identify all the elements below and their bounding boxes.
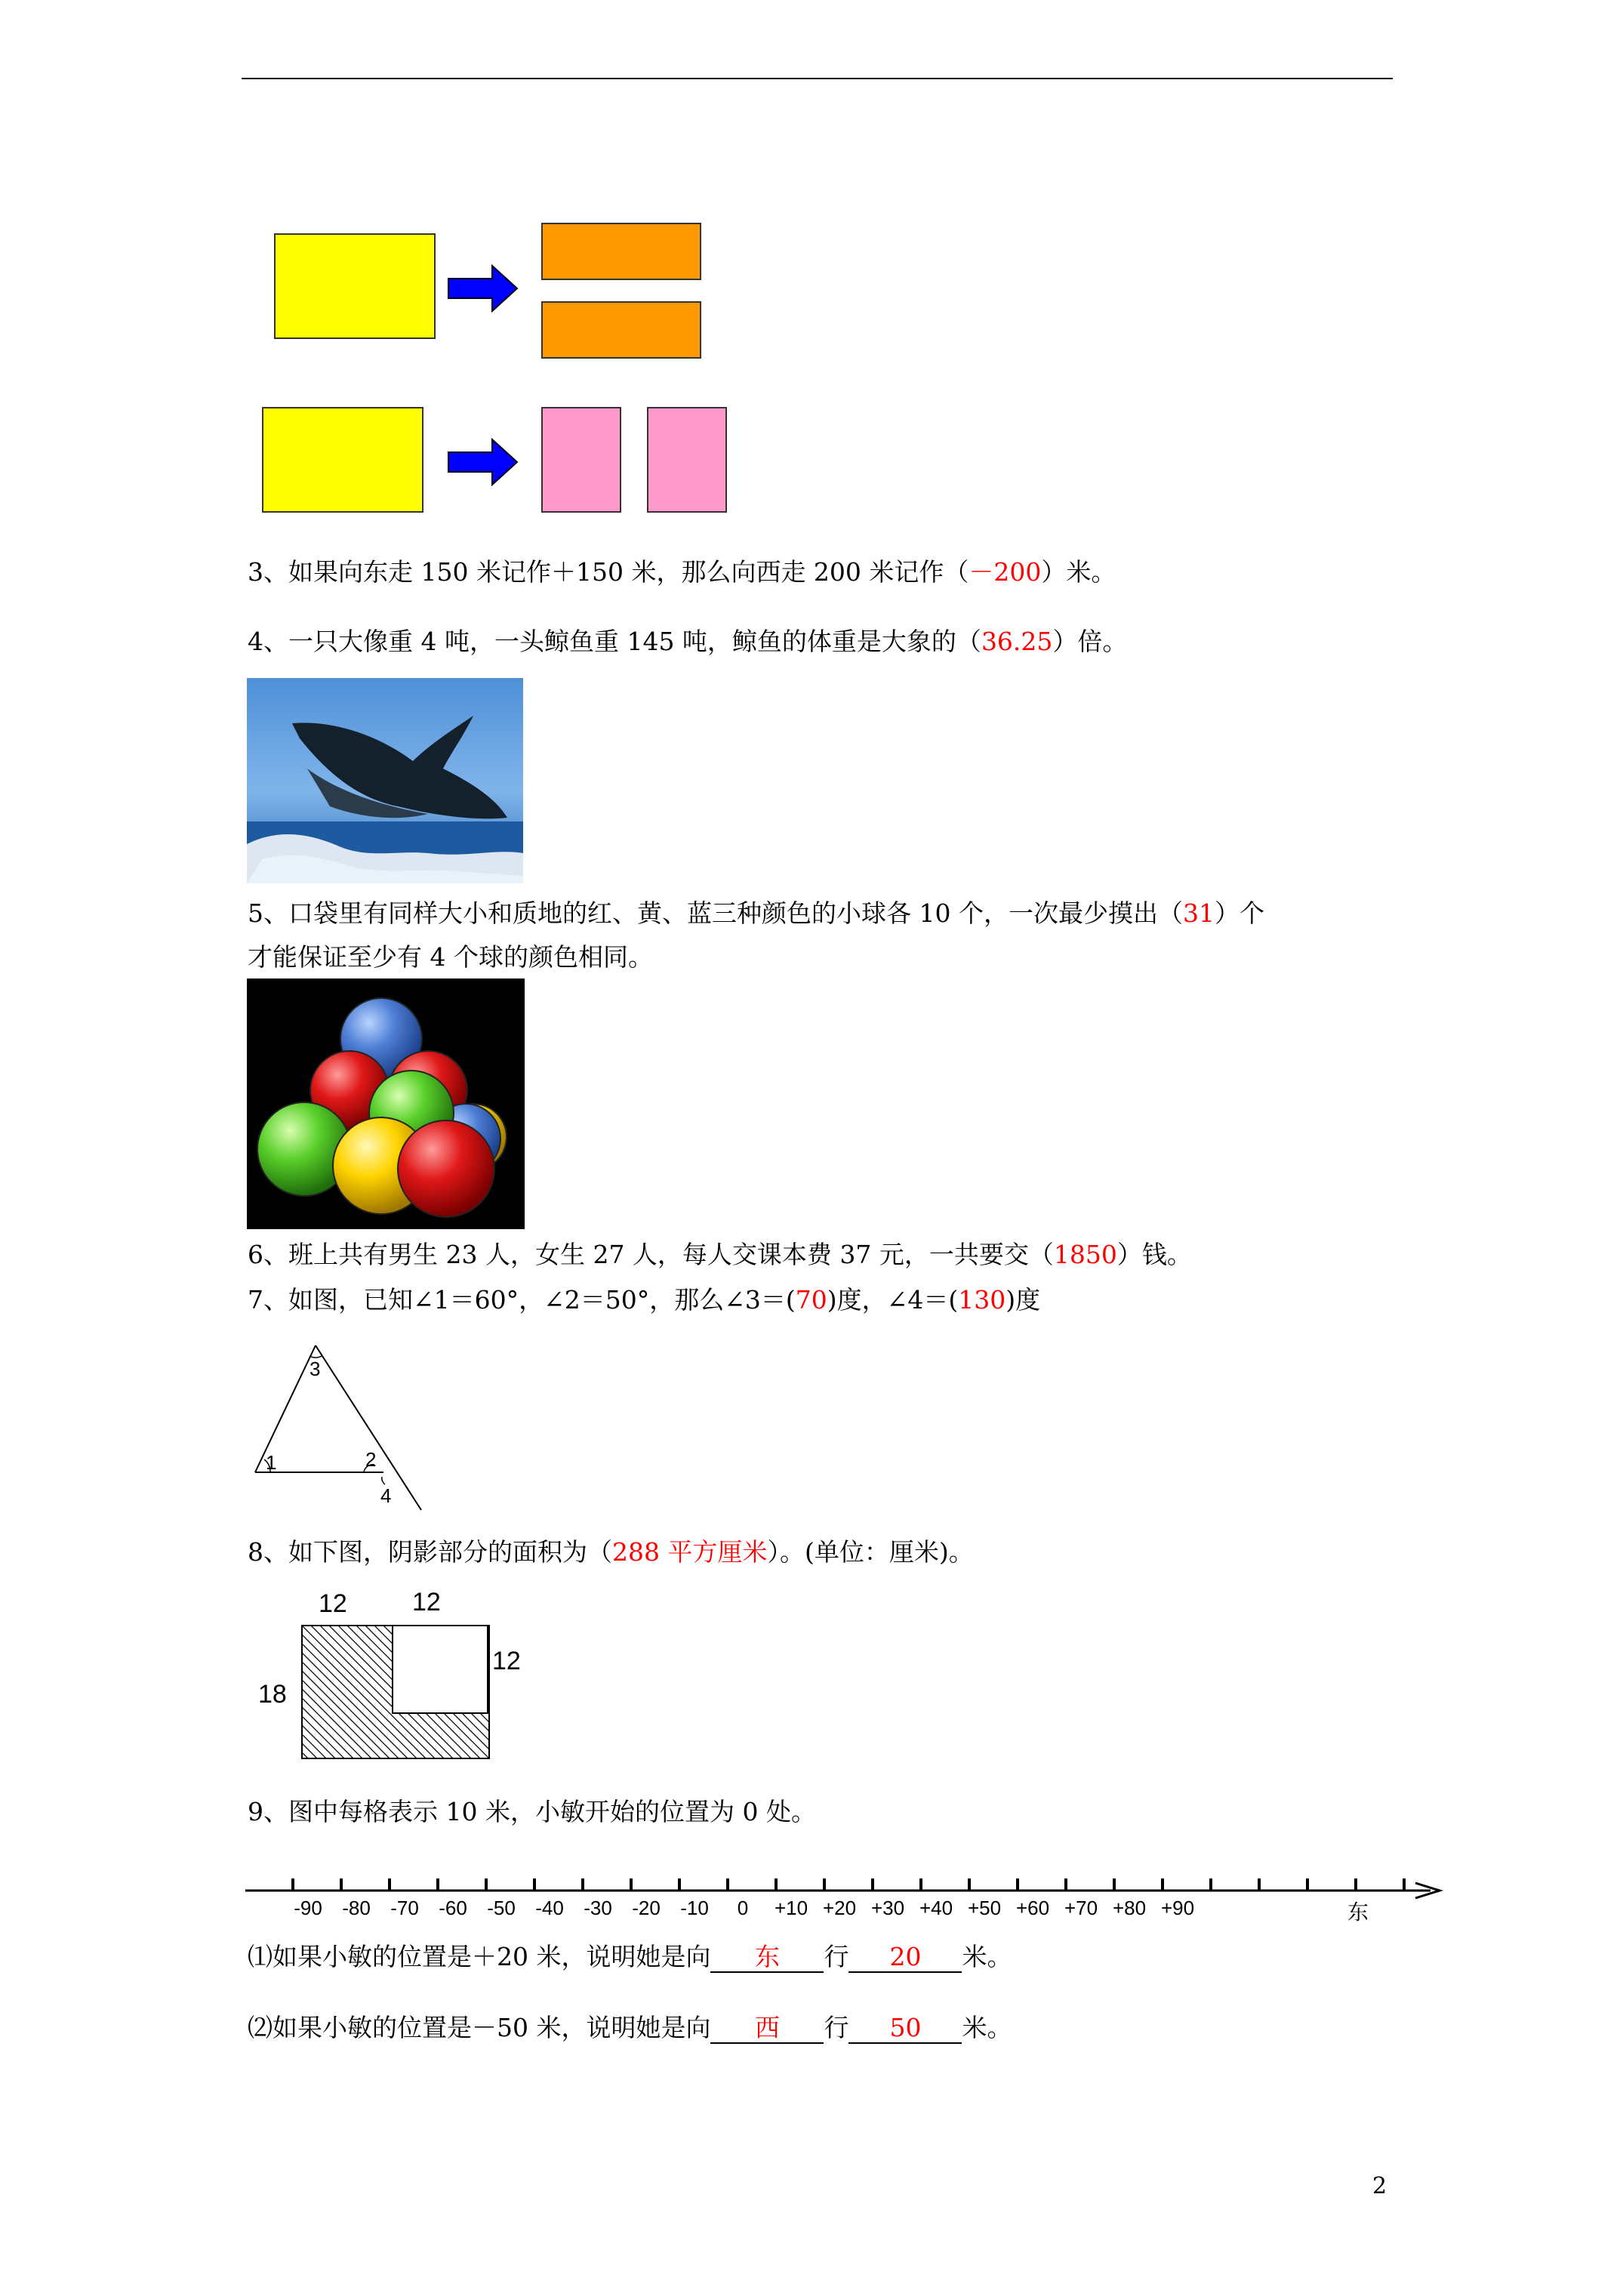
triangle-figure: [249, 1336, 438, 1518]
angle-1-label: 1: [266, 1451, 277, 1474]
page-number: 2: [1372, 2173, 1387, 2199]
yellow-rectangle-top: [275, 234, 435, 338]
q9-1-direction-blank: 东: [710, 1943, 824, 1973]
question-9-part-1: [248, 1940, 1012, 1974]
number-line-tick-label: +40: [919, 1897, 953, 1919]
question-5-line-2: [248, 941, 653, 974]
number-line-tick-label: 0: [737, 1897, 749, 1919]
number-line-tick-label: +60: [1015, 1897, 1050, 1919]
q7-prefix: 7、如图，已知∠1＝60°，∠2＝50°，那么∠3＝(: [248, 1285, 796, 1314]
arrow-right-icon: [448, 266, 517, 311]
number-line-tick-label: -40: [535, 1897, 564, 1919]
q5-prefix: 5、口袋里有同样大小和质地的红、黄、蓝三种颜色的小球各 10 个，一次最少摸出（: [248, 898, 1183, 928]
number-line-tick-label: -50: [487, 1897, 516, 1919]
q4-suffix: ）倍。: [1052, 627, 1128, 656]
number-line-tick-label: -10: [680, 1897, 709, 1919]
label-top-left: 12: [319, 1589, 347, 1618]
q7-middle: )度，∠4＝(: [827, 1285, 959, 1314]
angle-3-label: 3: [310, 1358, 321, 1380]
angle-4-label: 4: [380, 1484, 392, 1507]
question-9-part-2: [248, 2011, 1012, 2045]
number-line: [245, 1865, 1453, 1933]
label-top-right: 12: [412, 1588, 441, 1616]
number-line-tick-label: +10: [774, 1897, 808, 1919]
question-8: [248, 1536, 974, 1569]
rectangle-split-figure: [257, 219, 755, 521]
orange-rectangle-1: [542, 223, 701, 279]
q9-2-distance-blank: 50: [848, 2014, 962, 2044]
arrow-right-icon: [448, 439, 517, 485]
direction-label-east: 东: [1347, 1900, 1369, 1924]
colored-balls-photo: [247, 978, 525, 1229]
q9-1-suffix: 米。: [962, 1942, 1012, 1971]
number-line-tick-label: +90: [1160, 1897, 1195, 1919]
number-line-tick-label: -60: [439, 1897, 467, 1919]
question-4: [248, 625, 1127, 658]
q6-suffix: ）钱。: [1116, 1240, 1192, 1269]
q7-answer-2: 130: [958, 1285, 1006, 1314]
shaded-area-figure: [249, 1582, 536, 1778]
q5-suffix: ）个: [1214, 898, 1264, 928]
pink-rectangle-1: [542, 408, 621, 512]
label-right: 12: [492, 1647, 521, 1675]
q5-answer: 31: [1182, 898, 1215, 928]
q9-1-distance-blank: 20: [848, 1943, 962, 1973]
q9-text: 9、图中每格表示 10 米，小敏开始的位置为 0 处。: [248, 1797, 816, 1826]
number-line-tick-label: -80: [342, 1897, 371, 1919]
q8-suffix: ）。(单位：厘米)。: [767, 1537, 974, 1567]
orange-rectangle-2: [542, 302, 701, 358]
q7-suffix: )度: [1006, 1285, 1041, 1314]
number-line-tick-label: +50: [967, 1897, 1002, 1919]
q9-2-suffix: 米。: [962, 2013, 1012, 2042]
number-line-tick-label: +20: [822, 1897, 857, 1919]
number-line-tick-label: +80: [1112, 1897, 1147, 1919]
pink-rectangle-2: [648, 408, 726, 512]
q4-answer: 36.25: [981, 627, 1053, 656]
q9-2-direction-blank: 西: [710, 2014, 824, 2044]
header-rule: [242, 78, 1393, 79]
q3-prefix: 3、如果向东走 150 米记作＋150 米，那么向西走 200 米记作（: [248, 557, 969, 587]
number-line-tick-label: +70: [1064, 1897, 1098, 1919]
question-7: [248, 1284, 1040, 1317]
number-line-tick-label: -90: [294, 1897, 322, 1919]
q3-suffix: ）米。: [1041, 557, 1116, 587]
q5-line2: 才能保证至少有 4 个球的颜色相同。: [248, 942, 653, 972]
q8-prefix: 8、如下图，阴影部分的面积为（: [248, 1537, 612, 1567]
question-5-line-1: [248, 897, 1264, 930]
q7-answer-1: 70: [795, 1285, 827, 1314]
question-3: [248, 556, 1116, 589]
q3-answer: －200: [969, 557, 1042, 587]
q9-1-prefix: ⑴如果小敏的位置是＋20 米，说明她是向: [248, 1942, 711, 1971]
yellow-rectangle-bottom: [263, 408, 423, 512]
q9-2-middle: 行: [824, 2013, 849, 2042]
q4-prefix: 4、一只大像重 4 吨，一头鲸鱼重 145 吨，鲸鱼的体重是大象的（: [248, 627, 981, 656]
number-line-tick-label: +30: [870, 1897, 905, 1919]
number-line-tick-label: -20: [632, 1897, 661, 1919]
q9-1-middle: 行: [824, 1942, 849, 1971]
label-left: 18: [258, 1680, 287, 1709]
q6-prefix: 6、班上共有男生 23 人，女生 27 人，每人交课本费 37 元，一共要交（: [248, 1240, 1054, 1269]
number-line-tick-label: -30: [584, 1897, 612, 1919]
whale-photo: [247, 678, 523, 883]
angle-2-label: 2: [365, 1448, 377, 1471]
question-9: [248, 1795, 816, 1829]
number-line-tick-label: -70: [390, 1897, 419, 1919]
question-6: [248, 1238, 1192, 1271]
q9-2-prefix: ⑵如果小敏的位置是－50 米，说明她是向: [248, 2013, 711, 2042]
q8-answer: 288 平方厘米: [612, 1537, 768, 1567]
q6-answer: 1850: [1053, 1240, 1117, 1269]
